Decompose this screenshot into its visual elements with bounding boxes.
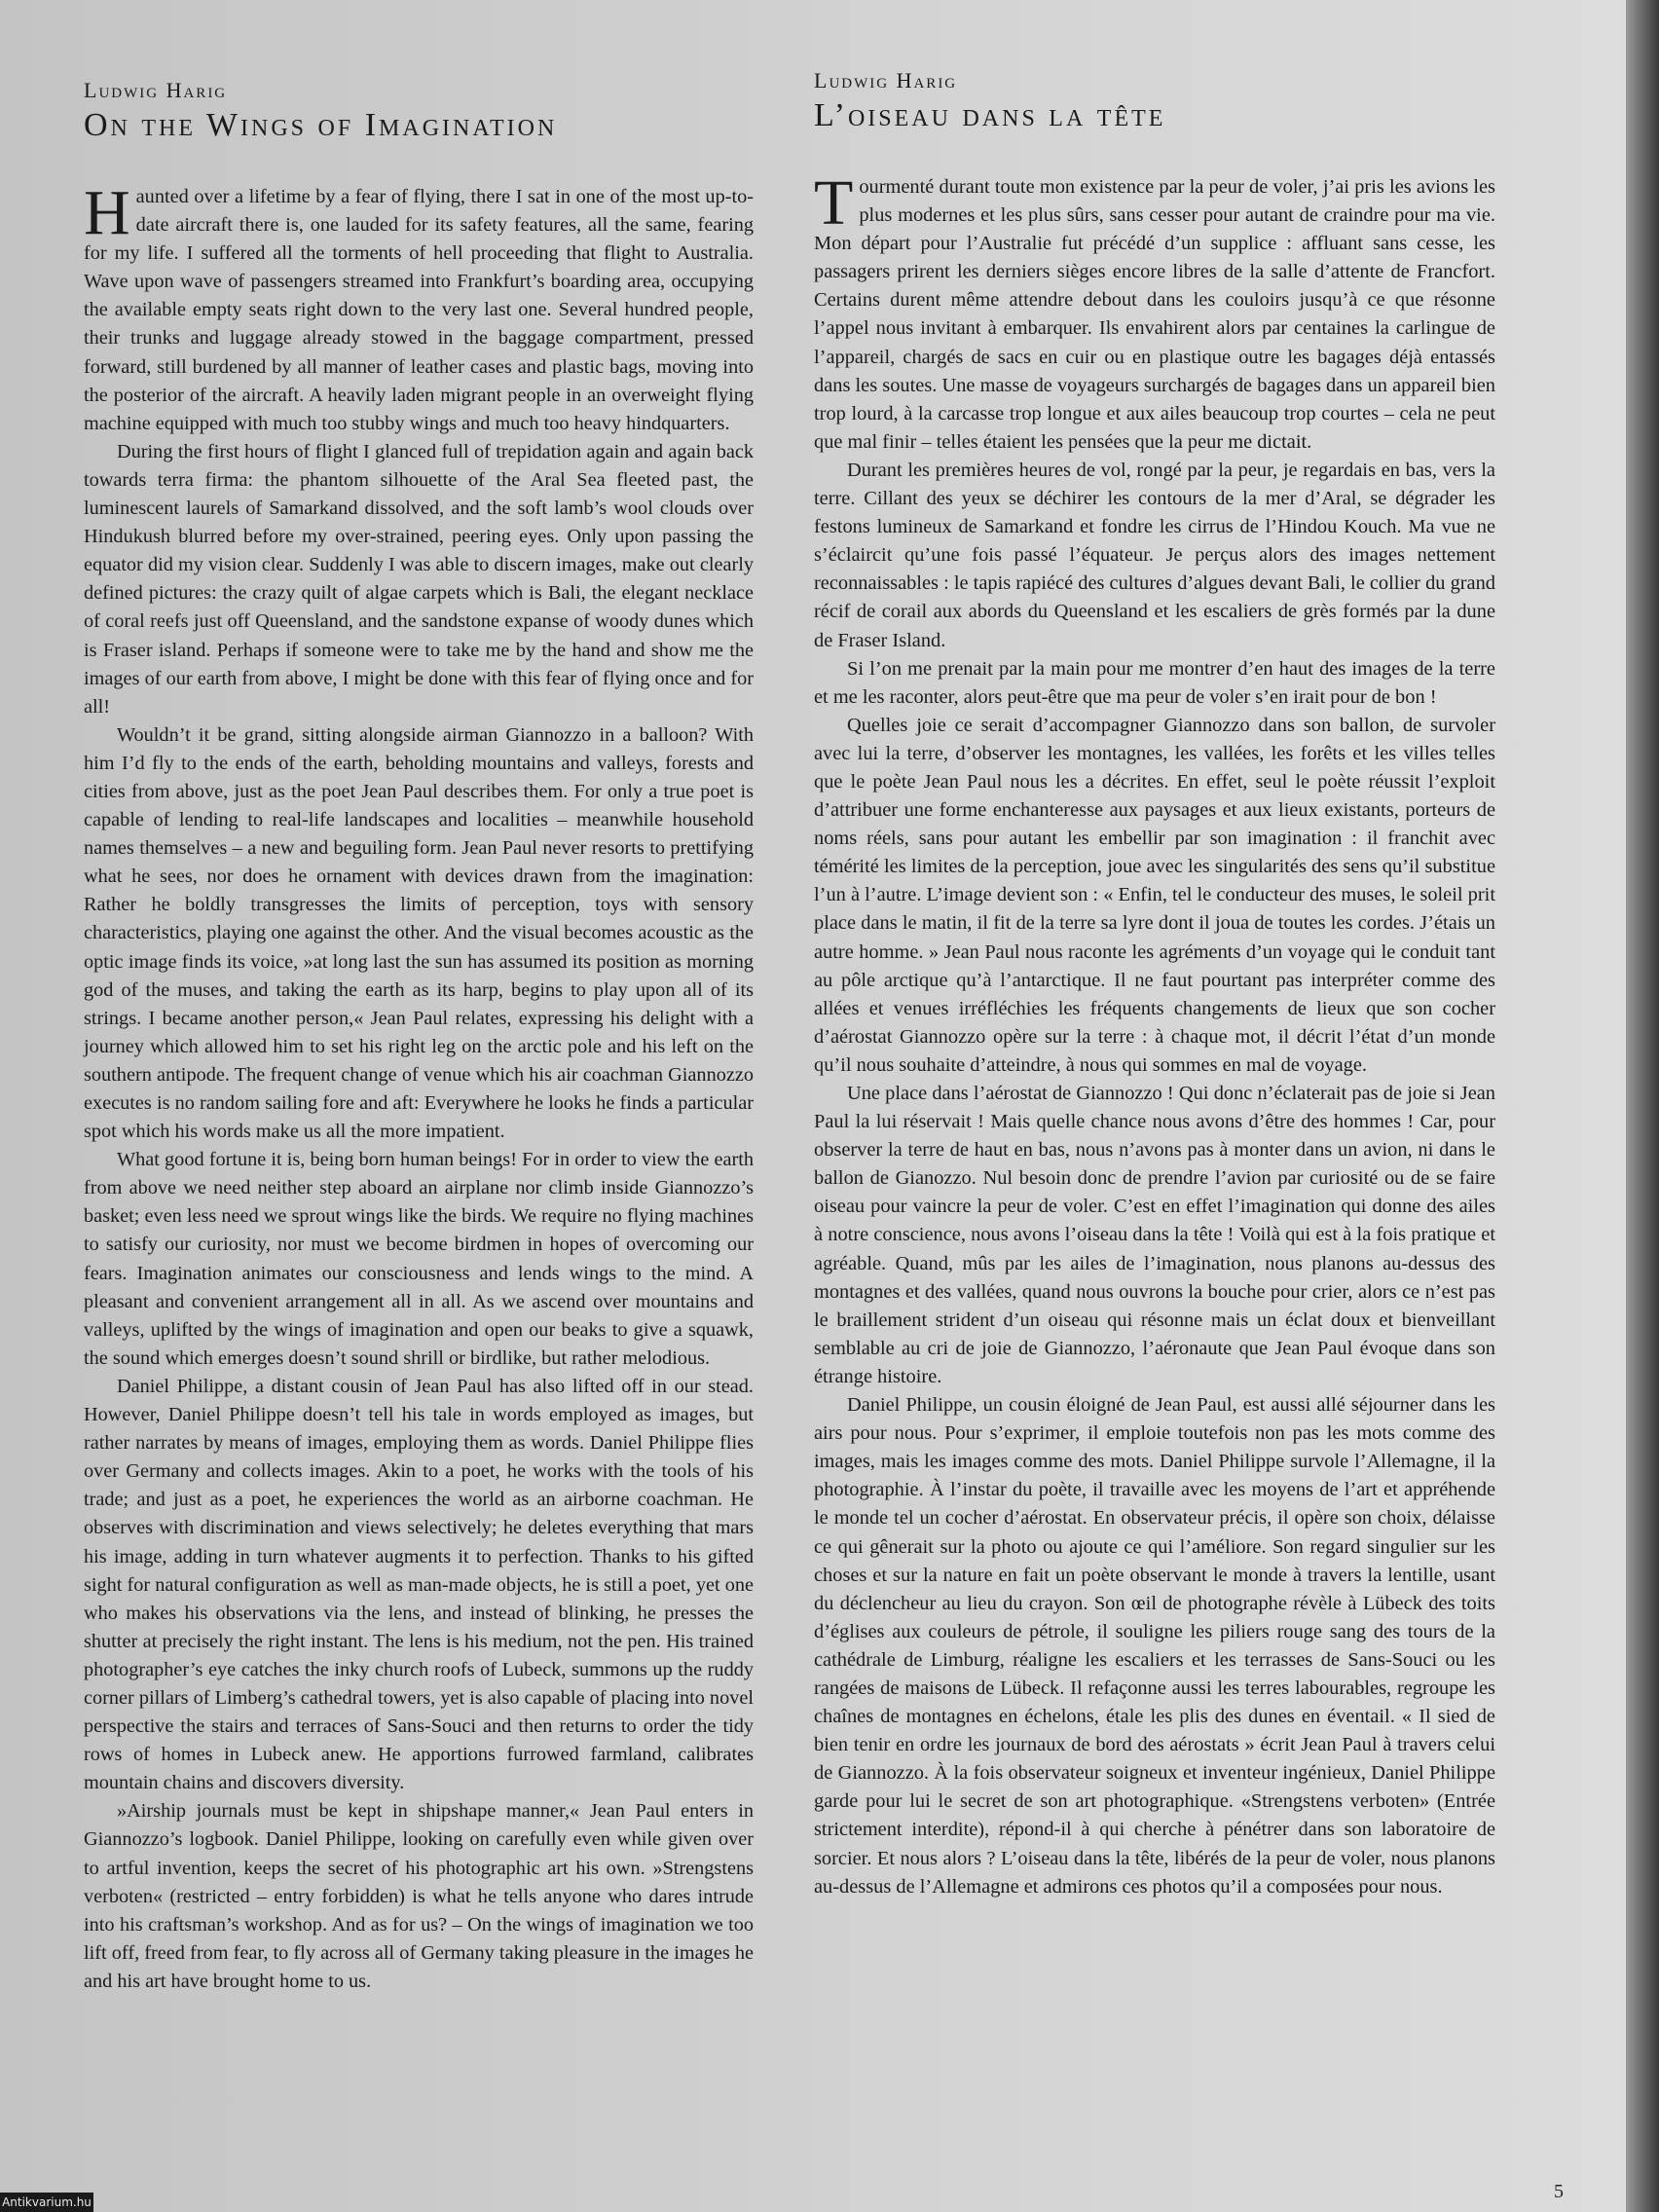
author-name-fr: Ludwig Harig bbox=[814, 68, 958, 92]
paragraph-fr: Une place dans l’aérostat de Giannozzo ! Qui donc n’éclaterait pas de joie si Jean Paul la lui réservait ! Mais quelle chance nous avons d’être des hommes ! Car, pour observer la terre de haut en bas, nous n’avons pas à monter dans un avion, ni dans le ballon de Gianozzo. Nul besoin donc de prendre l’avion par curiosité ou de se faire oiseau pour vaincre la peur de voler. C’est en effet l’imagination qui donne des ailes à notre conscience, nous avons l’oiseau dans la tête ! Voilà qui est à la fois pratique et agréable. Quand, mûs par les ailes de l’imagination, nous planons au-dessus des montagnes et des vallées, quand nous ouvrons la bouche pour crier, alors ce n’est pas le braillement strident d’un oiseau qui résonne mais un éclat doux et bienveillant semblable au cri de joie de Giannozzo, l’aéronaute que Jean Paul évoque dans son étrange histoire. bbox=[814, 1083, 1495, 1387]
drop-cap-en: H bbox=[84, 177, 130, 248]
paragraph-first-en bbox=[84, 177, 754, 438]
drop-cap-fr: T bbox=[814, 167, 854, 239]
paragraph-en: Daniel Philippe, a distant cousin of Jean Paul has also lifted off in our stead. However, Daniel Philippe doesn’t tell his tale in words employed as images, but rather narrates by means of images, employing them as words. Daniel Philippe flies over Germany and collects images. Akin to a poet, he works with the tools of his trade; and just as a poet, he experiences the world as an airborne coachman. He observes with discrimination and views selectively; he deletes everything that mars his image, adding in turn whatever augments it to perfection. Thanks to his gifted sight for natural configuration as well as man-made objects, he is still a poet, yet one who makes his observations via the lens, and instead of blinking, he presses the shutter at precisely the right instant. The lens is his medium, not the pen. His trained photographer’s eye catches the inky church roofs of Lubeck, summons up the ruddy corner pillars of Limberg’s cathedral towers, yet is also capable of placing into novel perspective the stairs and terraces of Sans-Souci and then returns to order the tidy rows of homes in Lubeck anew. He apportions furrowed farmland, calibrates mountain chains and discovers diversity. bbox=[84, 1375, 754, 1794]
paragraph-fr: Durant les premières heures de vol, rongé par la peur, je regardais en bas, vers la terre. Cillant des yeux se déchirer les contours de la mer d’Aral, se dégrader les festons lumineux de Samarkand et fondre les cirrus de l’Hindou Kouch. Ma vue ne s’éclaircit qu’une fois passé l’équateur. Je perçus alors des images nettement reconnaissables : le tapis rapiécé des cultures d’algues devant Bali, le collier du grand récif de corail aux abords du Queensland et les escaliers de grès formés par la dune de Fraser Island. bbox=[814, 459, 1495, 651]
paragraph-first-fr bbox=[814, 167, 1495, 457]
french-column bbox=[814, 68, 1495, 1901]
paragraph-en: Wouldn’t it be grand, sitting alongside airman Giannozzo in a balloon? With him I’d fly to the ends of the earth, beholding mountains and valleys, forests and cities from above, just as the poet Jean Paul describes them. For only a true poet is capable of lending to real-life landscapes and localities – meanwhile household names themselves – a new and beguiling form. Jean Paul never resorts to prettifying what he sees, nor does he ornament with devices drawn from the imagination: Rather he boldly transgresses the limits of perception, toys with sensory characteristics, playing one against the other. And the visual becomes acoustic as the optic image finds its voice, »at long last the sun has assumed its position as morning god of the muses, and taking the earth as its harp, begins to play upon all of its strings. I became another person,« Jean Paul relates, expressing his delight with a journey which allowed him to set his right leg on the arctic pole and his left on the southern antipode. The frequent change of venue which his air coachman Giannozzo executes is no random sailing fore and aft: Everywhere he looks he finds a particular spot which his words make us all the more impatient. bbox=[84, 723, 754, 1143]
article-body-en bbox=[84, 177, 754, 1996]
page-number: 5 bbox=[1554, 2181, 1564, 2202]
paragraph-en: During the first hours of flight I glanced full of trepidation again and again back towards terra firma: the phantom silhouette of the Aral Sea fleeted past, the luminescent laurels of Samarkand dissolved, and the soft lamb’s wool clouds over Hindukush blurred before my over-strained, peering eyes. Only upon passing the equator did my vision clear. Suddenly I was able to discern images, make out clearly defined pictures: the crazy quilt of algae carpets which is Bali, the elegant necklace of coral reefs just off Queensland, and the sandstone expanse of woody dunes which is Fraser island. Perhaps if someone were to take me by the hand and show me the images of our earth from above, I might be done with this fear of flying once and for all! bbox=[84, 440, 754, 718]
author-name-en: Ludwig Harig bbox=[84, 78, 228, 102]
paragraph-en: What good fortune it is, being born human beings! For in order to view the earth from above we need neither step aboard an airplane nor climb inside Giannozzo’s basket; even less need we sprout wings like the birds. We require no flying machines to satisfy our curiosity, nor must we become birdmen in hopes of overcoming our fears. Imagination animates our consciousness and lends wings to the mind. A pleasant and convenient arrangement all in all. As we ascend over mountains and valleys, uplifted by the wings of imagination and open our beaks to give a squawk, the sound which emerges doesn’t sound shrill or birdlike, but rather melodious. bbox=[84, 1149, 754, 1369]
article-body-fr bbox=[814, 167, 1495, 1901]
watermark: Antikvarium.hu bbox=[0, 2193, 93, 2212]
paragraph-en: »Airship journals must be kept in shipshape manner,« Jean Paul enters in Giannozzo’s logbook. Daniel Philippe, looking on carefully even while given over to artful invention, keeps the secret of his photographic art his own. »Strengstens verboten« (restricted – entry forbidden) is what he tells anyone who dares intrude into his craftsman’s workshop. And as for us? – On the wings of imagination we too lift off, freed from fear, to fly across all of Germany taking pleasure in the images he and his art have brought home to us. bbox=[84, 1800, 754, 1992]
paragraph-first-text-en: aunted over a lifetime by a fear of flying, there I sat in one of the most up-to-date aircraft there is, one lauded for its safety features, all the same, fearing for my life. I suffered all the torments of hell proceeding that flight to Australia. Wave upon wave of passengers streamed into Frankfurt’s boarding area, occupying the available empty seats right down to the very last one. Several hundred people, their trunks and luggage already stowed in the baggage compartment, pressed forward, still burdened by all manner of leather cases and plastic bags, moving into the posterior of the aircraft. A heavily laden migrant people in an overweight flying machine equipped with much too stubby wings and much too heavy hindquarters. bbox=[84, 186, 754, 434]
page-edge-shadow bbox=[1626, 0, 1659, 2212]
article-title-fr: L’oiseau dans la tête bbox=[814, 97, 1166, 133]
english-column bbox=[84, 78, 754, 1996]
paragraph-fr: Daniel Philippe, un cousin éloigné de Jean Paul, est aussi allé séjourner dans les airs pour nous. Pour s’exprimer, il emploie toutefois non pas les mots comme des images, mais les images comme des mots. Daniel Philippe survole l’Allemagne, il la photographie. À l’instar du poète, il travaille avec les moyens de l’art et appréhende le monde tel un cocher d’aérostat. En observateur précis, il opère son choix, délaisse ce qui gênerait sur la photo ou ajoute ce qui l’améliore. Son regard singulier sur les choses et sur la nature en fait un poète observant le monde à travers la lentille, usant du déclencheur au lieu du crayon. Son œil de photographe révèle à Lübeck des toits d’églises aux couleurs de pétrole, il souligne les piliers rouge sang des tours de la cathédrale de Limburg, réaligne les escaliers et les terrasses de Sans-Souci ou les rangées de maisons de Lübeck. Il refaçonne aussi les terres labourables, regroupe les chaînes de montagnes en échelons, étale les plis des dunes en éventail. « Il sied de bien tenir en ordre les journaux de bord des aérostats » écrit Jean Paul à travers celui de Giannozzo. À la fois observateur soigneux et inventeur ingénieux, Daniel Philippe garde pour lui le secret de son art photographique. «Strengstens verboten» (Entrée strictement interdite), répond-il à qui cherche à pénétrer dans son laboratoire de sorcier. Et nous alors ? L’oiseau dans la tête, libérés de la peur de voler, nous planons au-dessus de l’Allemagne et admirons ces photos qu’il a composées pour nous. bbox=[814, 1394, 1495, 1898]
article-title-en: On the Wings of Imagination bbox=[84, 107, 558, 143]
paragraph-first-text-fr: ourmenté durant toute mon existence par la peur de voler, j’ai pris les avions les plus modernes et les plus sûrs, sans cesser pour autant de craindre pour ma vie. Mon départ pour l’Australie fut précédé d’un supplice : affluant sans cesse, les passagers prirent les derniers sièges encore libres de la salle d’attente de Francfort. Certains durent même attendre debout dans les couloirs jusqu’à ce que résonne l’appel nous invitant à embarquer. Ils envahirent alors par centaines la carlingue de l’appareil, chargés de sacs en cuir ou en plastique outre les bagages déjà entassés dans les soutes. Une masse de voyageurs surchargés de bagages dans un appareil bien trop lourd, à la carcasse trop longue et aux ailes beaucoup trop courtes – cela ne peut que mal finir – telles étaient les pensées que la peur me dictait. bbox=[814, 176, 1495, 453]
paragraph-fr: Quelles joie ce serait d’accompagner Giannozzo dans son ballon, de survoler avec lui la terre, d’observer les montagnes, les vallées, les forêts et les villes telles que le poète Jean Paul nous les a décrites. En effet, seul le poète réussit l’exploit d’attribuer une forme enchanteresse aux paysages et aux lieux existants, porteurs de noms réels, sans pour autant les embellir par son imagination : il franchit avec témérité les limites de la perception, joue avec les singularités des sens qu’il substitue l’un à l’autre. L’image devient son : « Enfin, tel le conducteur des muses, le soleil prit place dans le matin, il fit de la terre sa lyre dont il joua de toutes les cordes. J’étais un autre homme. » Jean Paul nous raconte les agréments d’un voyage qui le conduit tant au pôle arctique qu’à l’antarctique. Il ne faut pourtant pas interpréter comme des allées et venues irréfléchies les fréquents changements de lieux que son cocher d’aérostat Giannozzo opère sur la terre : à chaque mot, il décrit l’état d’un monde qu’il nous souhaite d’atteindre, à nous qui sommes en mal de voyage. bbox=[814, 714, 1495, 1076]
paragraph-fr: Si l’on me prenait par la main pour me montrer d’en haut des images de la terre et me les raconter, alors peut-être que ma peur de voler s’en irait pour de bon ! bbox=[814, 657, 1495, 708]
